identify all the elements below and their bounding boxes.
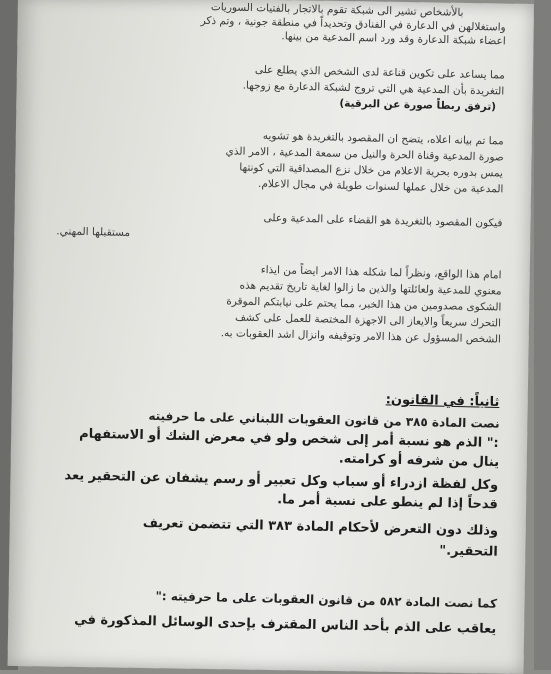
text-line: التحرك سريعاً والايعاز الى الاجهزة المختصة للعمل على كشف (234, 311, 502, 330)
text-line: معنوي للمدعية ولعائلتها والذين ما زالوا لغاية تاريخ تقديم هذه (239, 279, 502, 298)
text-line: قدحاً إذا لم ينطو على نسبة أمر ما. (277, 492, 499, 513)
text-line: كما نصت المادة ٥٨٢ من قانون العقوبات على ما حرفيته :" (154, 588, 497, 611)
text-line: الشكوى مصدومين من هذا الخبر، مما يحتم على نيابتكم الموقرة (225, 295, 502, 314)
text-line: مما يساعد على تكوين قناعة لدى الشخص الذي يطلع على (254, 63, 505, 82)
text-line: امام هذا الواقع، ونظراً لما شكله هذا الامر ايضاً من ايذاء (260, 263, 502, 282)
text-line: مستقبلها المهني. (56, 225, 131, 239)
text-line: التغريدة بأن المدعية هي التي تروج لشبكة الدعارة مع زوجها. (242, 79, 505, 98)
text-line: (ترفق ربطاً صورة عن البرقية) (339, 97, 497, 114)
text-line: بالأشخاص تشير الى شبكة تقوم بالاتجار بالفتيات السوريات (211, 1, 464, 19)
text-line: نصت المادة ٣٨٥ من قانون العقوبات اللبناني على ما حرفيته (148, 408, 500, 431)
background-right (534, 0, 551, 670)
text-line: التحقير." (438, 543, 498, 560)
section-heading: ثانياً: في القانون: (385, 392, 500, 410)
text-line: يمس بدوره بحرية الاعلام من خلال نزع المصداقية التي كونتها (239, 161, 504, 180)
text-line: وذلك دون التعرض لأحكام المادة ٣٨٣ التي تتضمن تعريف (142, 515, 498, 539)
text-line: ينال من شرفه أو كرامته. (338, 451, 499, 471)
text-line: مما تم بيانه اعلاه، يتضح ان المقصود بالتغريدة هو تشويه (262, 129, 504, 148)
text-line: واستغلالهن في الدعارة في الفنادق وتحديداً في منطقة جونية ، وتم ذكر (200, 14, 506, 34)
text-line: اعضاء شبكة الدعارة وقد ورد اسم المدعية من بينها. (280, 30, 506, 48)
text-line: صورة المدعية وقناة الحرة والنيل من سمعة المدعية ، الامر الذي (225, 145, 504, 164)
text-line: فيكون المقصود بالتغريدة هو القضاء على المدعية وعلى (263, 212, 503, 230)
text-line: :" الذم هو نسبة أمر إلى شخص ولو في معرض الشك أو الاستفهام (79, 426, 500, 452)
text-line: المدعية من خلال عملها لسنوات طويلة في مجال الاعلام. (257, 177, 504, 196)
document-page (8, 0, 534, 674)
text-line: يعاقب على الذم بأحد الناس المقترف بإحدى الوسائل المذكورة في (73, 612, 497, 638)
text-line: الشخص المسؤول عن هذا الامر وتوقيفه وانزال اشد العقوبات به. (220, 327, 501, 346)
text-line: وكل لفظة ازدراء أو سباب وكل تعبير أو رسم يشفان عن التحقير يعد (64, 468, 499, 494)
